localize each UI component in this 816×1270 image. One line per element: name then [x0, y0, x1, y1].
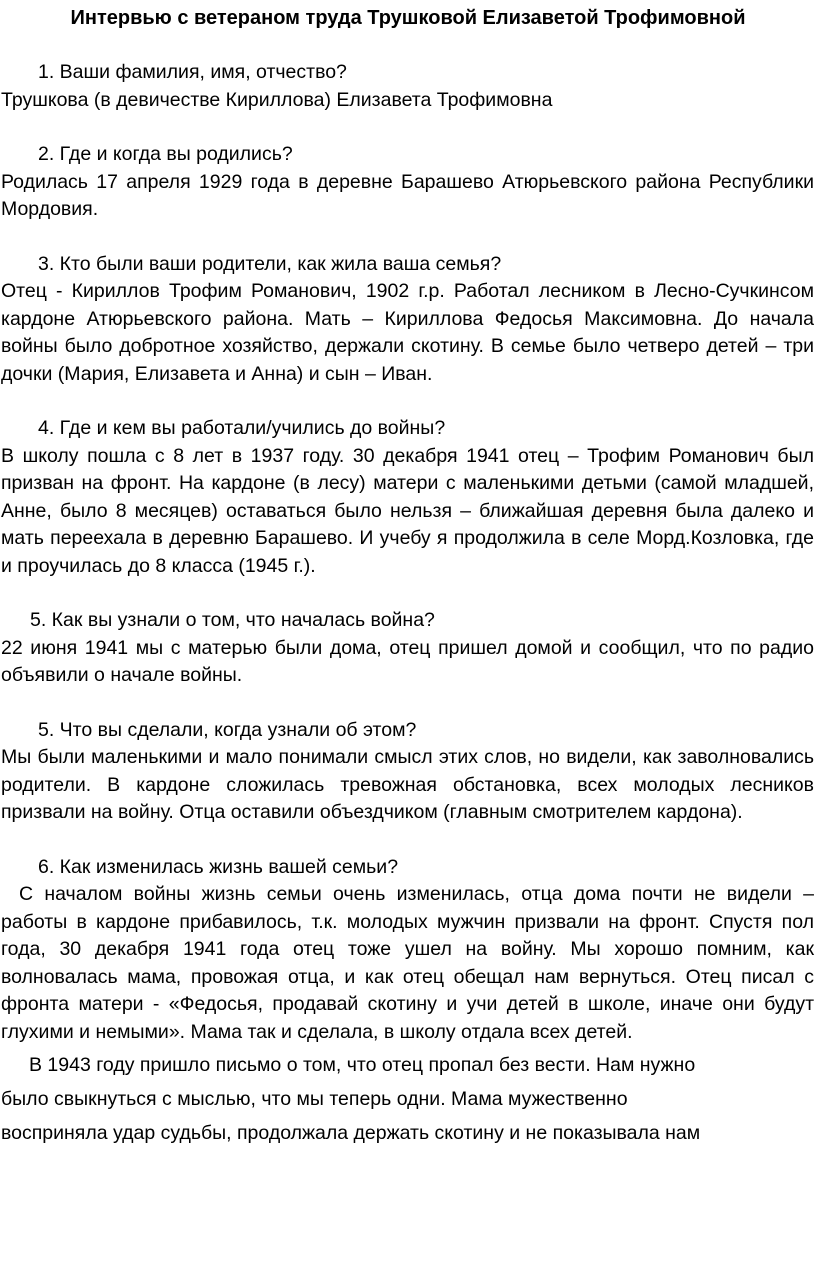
- answer-1: Трушкова (в девичестве Кириллова) Елизавета Трофимовна: [1, 88, 553, 111]
- question-6: 6. Как изменилась жизнь вашей семьи?: [38, 855, 399, 878]
- tail-line-1: В 1943 году пришло письмо о том, что отец пропал без вести. Нам нужно: [29, 1054, 696, 1076]
- question-5b: 5. Что вы сделали, когда узнали об этом?: [38, 718, 417, 741]
- answer-2: Родилась 17 апреля 1929 года в деревне Барашево Атюрьевского района Республики Мордовия.: [1, 170, 814, 220]
- tail-line-2: было свыкнуться с мыслью, что мы теперь одни. Мама мужественно: [1, 1088, 628, 1110]
- document-page: [0, 4, 816, 1150]
- page-title: Интервью с ветераном труда Трушковой Елизаветой Трофимовной: [70, 7, 746, 29]
- answer-6: С началом войны жизнь семьи очень изменилась, отца дома почти не видели – работы в кардоне прибавилось, т.к. молодых мужчин призвали на фронт. Спустя пол года, 30 декабря 1941 года отец тоже ушел на войну. Мы хорошо помним, как волновалась мама, провожая отца, и как отец обещал нам вернуться. Отец писал с фронта матери - «Федосья, продавай скотину и учи детей в школе, иначе они будут глухими и немыми». Мама так и сделала, в школу отдала всех детей.: [1, 883, 814, 1043]
- answer-3: Отец - Кириллов Трофим Романович, 1902 г.р. Работал лесником в Лесно-Сучкинсом кардоне Атюрьевского района. Мать – Кириллова Федосья Максимовна. До начала войны было добротное хозяйство, держали скотину. В семье было четверо детей – три дочки (Мария, Елизавета и Анна) и сын – Иван.: [1, 280, 814, 385]
- question-2: 2. Где и когда вы родились?: [38, 143, 293, 165]
- answer-5: 22 июня 1941 мы с матерью были дома, отец пришел домой и сообщил, что по радио объявили о начале войны.: [1, 636, 814, 686]
- question-4: 4. Где и кем вы работали/учились до войны?: [38, 417, 446, 439]
- answer-5b: Мы были маленькими и мало понимали смысл этих слов, но видели, как заволновались родители. В кардоне сложилась тревожная обстановка, всех молодых лесников призвали на войну. Отца оставили объездчиком (главным смотрителем кардона).: [1, 746, 814, 823]
- question-3: 3. Кто были ваши родители, как жила ваша семья?: [38, 252, 502, 275]
- answer-4: В школу пошла с 8 лет в 1937 году. 30 декабря 1941 отец – Трофим Романович был призван на фронт. На кардоне (в лесу) матери с маленькими детьми (самой младшей, Анне, было 8 месяцев) оставаться было нельзя – ближайшая деревня была далеко и мать переехала в деревню Барашево. И учебу я продолжила в селе Морд.Козловка, где и проучилась до 8 класса (1945 г.).: [1, 444, 814, 577]
- tail-line-3: восприняла удар судьбы, продолжала держать скотину и не показывала нам: [1, 1122, 701, 1144]
- question-5: 5. Как вы узнали о том, что началась война?: [30, 609, 435, 631]
- question-1: 1. Ваши фамилия, имя, отчество?: [38, 61, 347, 83]
